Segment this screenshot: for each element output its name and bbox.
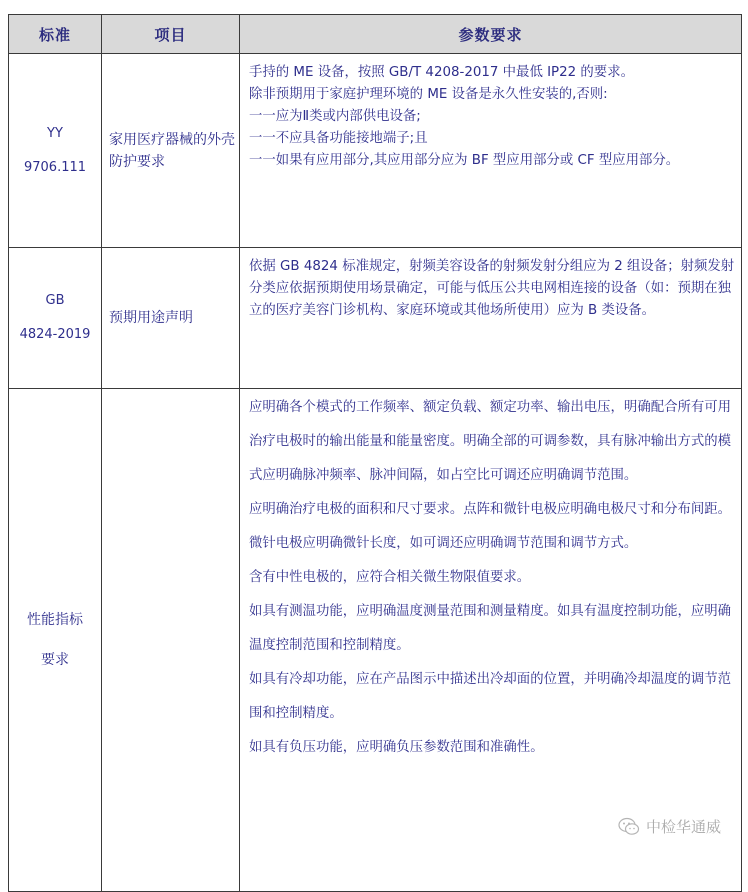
standard-code: YY (47, 125, 63, 141)
standard-code: GB (45, 293, 65, 308)
requirement-line: 依据 GB 4824 标准规定，射频美容设备的射频发射分组应为 2 组设备；射频发射分类应依据预期使用场景确定，可能与低压公共电网相连接的设备（如：预期在独立的医疗美容门诊机构、家庭环境或其他场所使用）应为 B 类设备。 (249, 259, 735, 318)
item-cell: 预期用途声明 (102, 248, 240, 389)
requirement-line: 如具有冷却功能，应在产品图示中描述出冷却面的位置，并明确冷却温度的调节范围和控制精度。 (249, 672, 732, 721)
header-item: 项目 (102, 15, 240, 54)
wechat-icon (618, 817, 640, 837)
standard-cell (9, 54, 102, 248)
watermark (618, 816, 721, 837)
watermark-text: 中检华通威 (646, 818, 722, 836)
table-header-row (9, 15, 742, 54)
requirement-line: 如具有测温功能，应明确温度测量范围和测量精度。如具有温度控制功能，应明确温度控制范围和控制精度。 (249, 604, 732, 653)
requirements-table (8, 14, 742, 892)
standard-label: 性能指标 (27, 612, 83, 628)
standard-label: 要求 (41, 652, 69, 668)
requirement-line: 一一如果有应用部分,其应用部分应为 BF 型应用部分或 CF 型应用部分。 (249, 153, 680, 168)
requirement-line: 含有中性电极的，应符合相关微生物限值要求。 (249, 570, 531, 585)
standard-cell (9, 248, 102, 389)
requirement-line: 应明确各个模式的工作频率、额定负载、额定功率、输出电压，明确配合所有可用治疗电极时的输出能量和能量密度。明确全部的可调参数，具有脉冲输出方式的模式应明确脉冲频率、脉冲间隔，如占空比可调还应明确调节范围。 (249, 400, 732, 483)
table-row (9, 54, 742, 248)
requirement-line: 一一不应具备功能接地端子;且 (249, 131, 428, 146)
requirements-cell (240, 248, 742, 389)
item-cell (102, 389, 240, 892)
requirement-line: 除非预期用于家庭护理环境的 ME 设备是永久性安装的,否则: (249, 87, 608, 102)
standard-cell (9, 389, 102, 892)
requirements-cell (240, 54, 742, 248)
requirement-line: 手持的 ME 设备，按照 GB/T 4208-2017 中最低 IP22 的要求。 (249, 65, 634, 80)
header-requirements: 参数要求 (240, 15, 742, 54)
standard-number: 9706.111 (23, 159, 87, 175)
requirement-line: 应明确治疗电极的面积和尺寸要求。点阵和微针电极应明确电极尺寸和分布间距。微针电极应明确微针长度，如可调还应明确调节范围和调节方式。 (249, 502, 732, 551)
header-standard: 标准 (9, 15, 102, 54)
requirement-line: 一一应为Ⅱ类或内部供电设备; (249, 109, 421, 124)
requirement-line: 如具有负压功能，应明确负压参数范围和准确性。 (249, 740, 544, 755)
standard-number: 4824-2019 (19, 327, 91, 342)
table-row (9, 248, 742, 389)
item-cell: 家用医疗器械的外壳防护要求 (102, 54, 240, 248)
